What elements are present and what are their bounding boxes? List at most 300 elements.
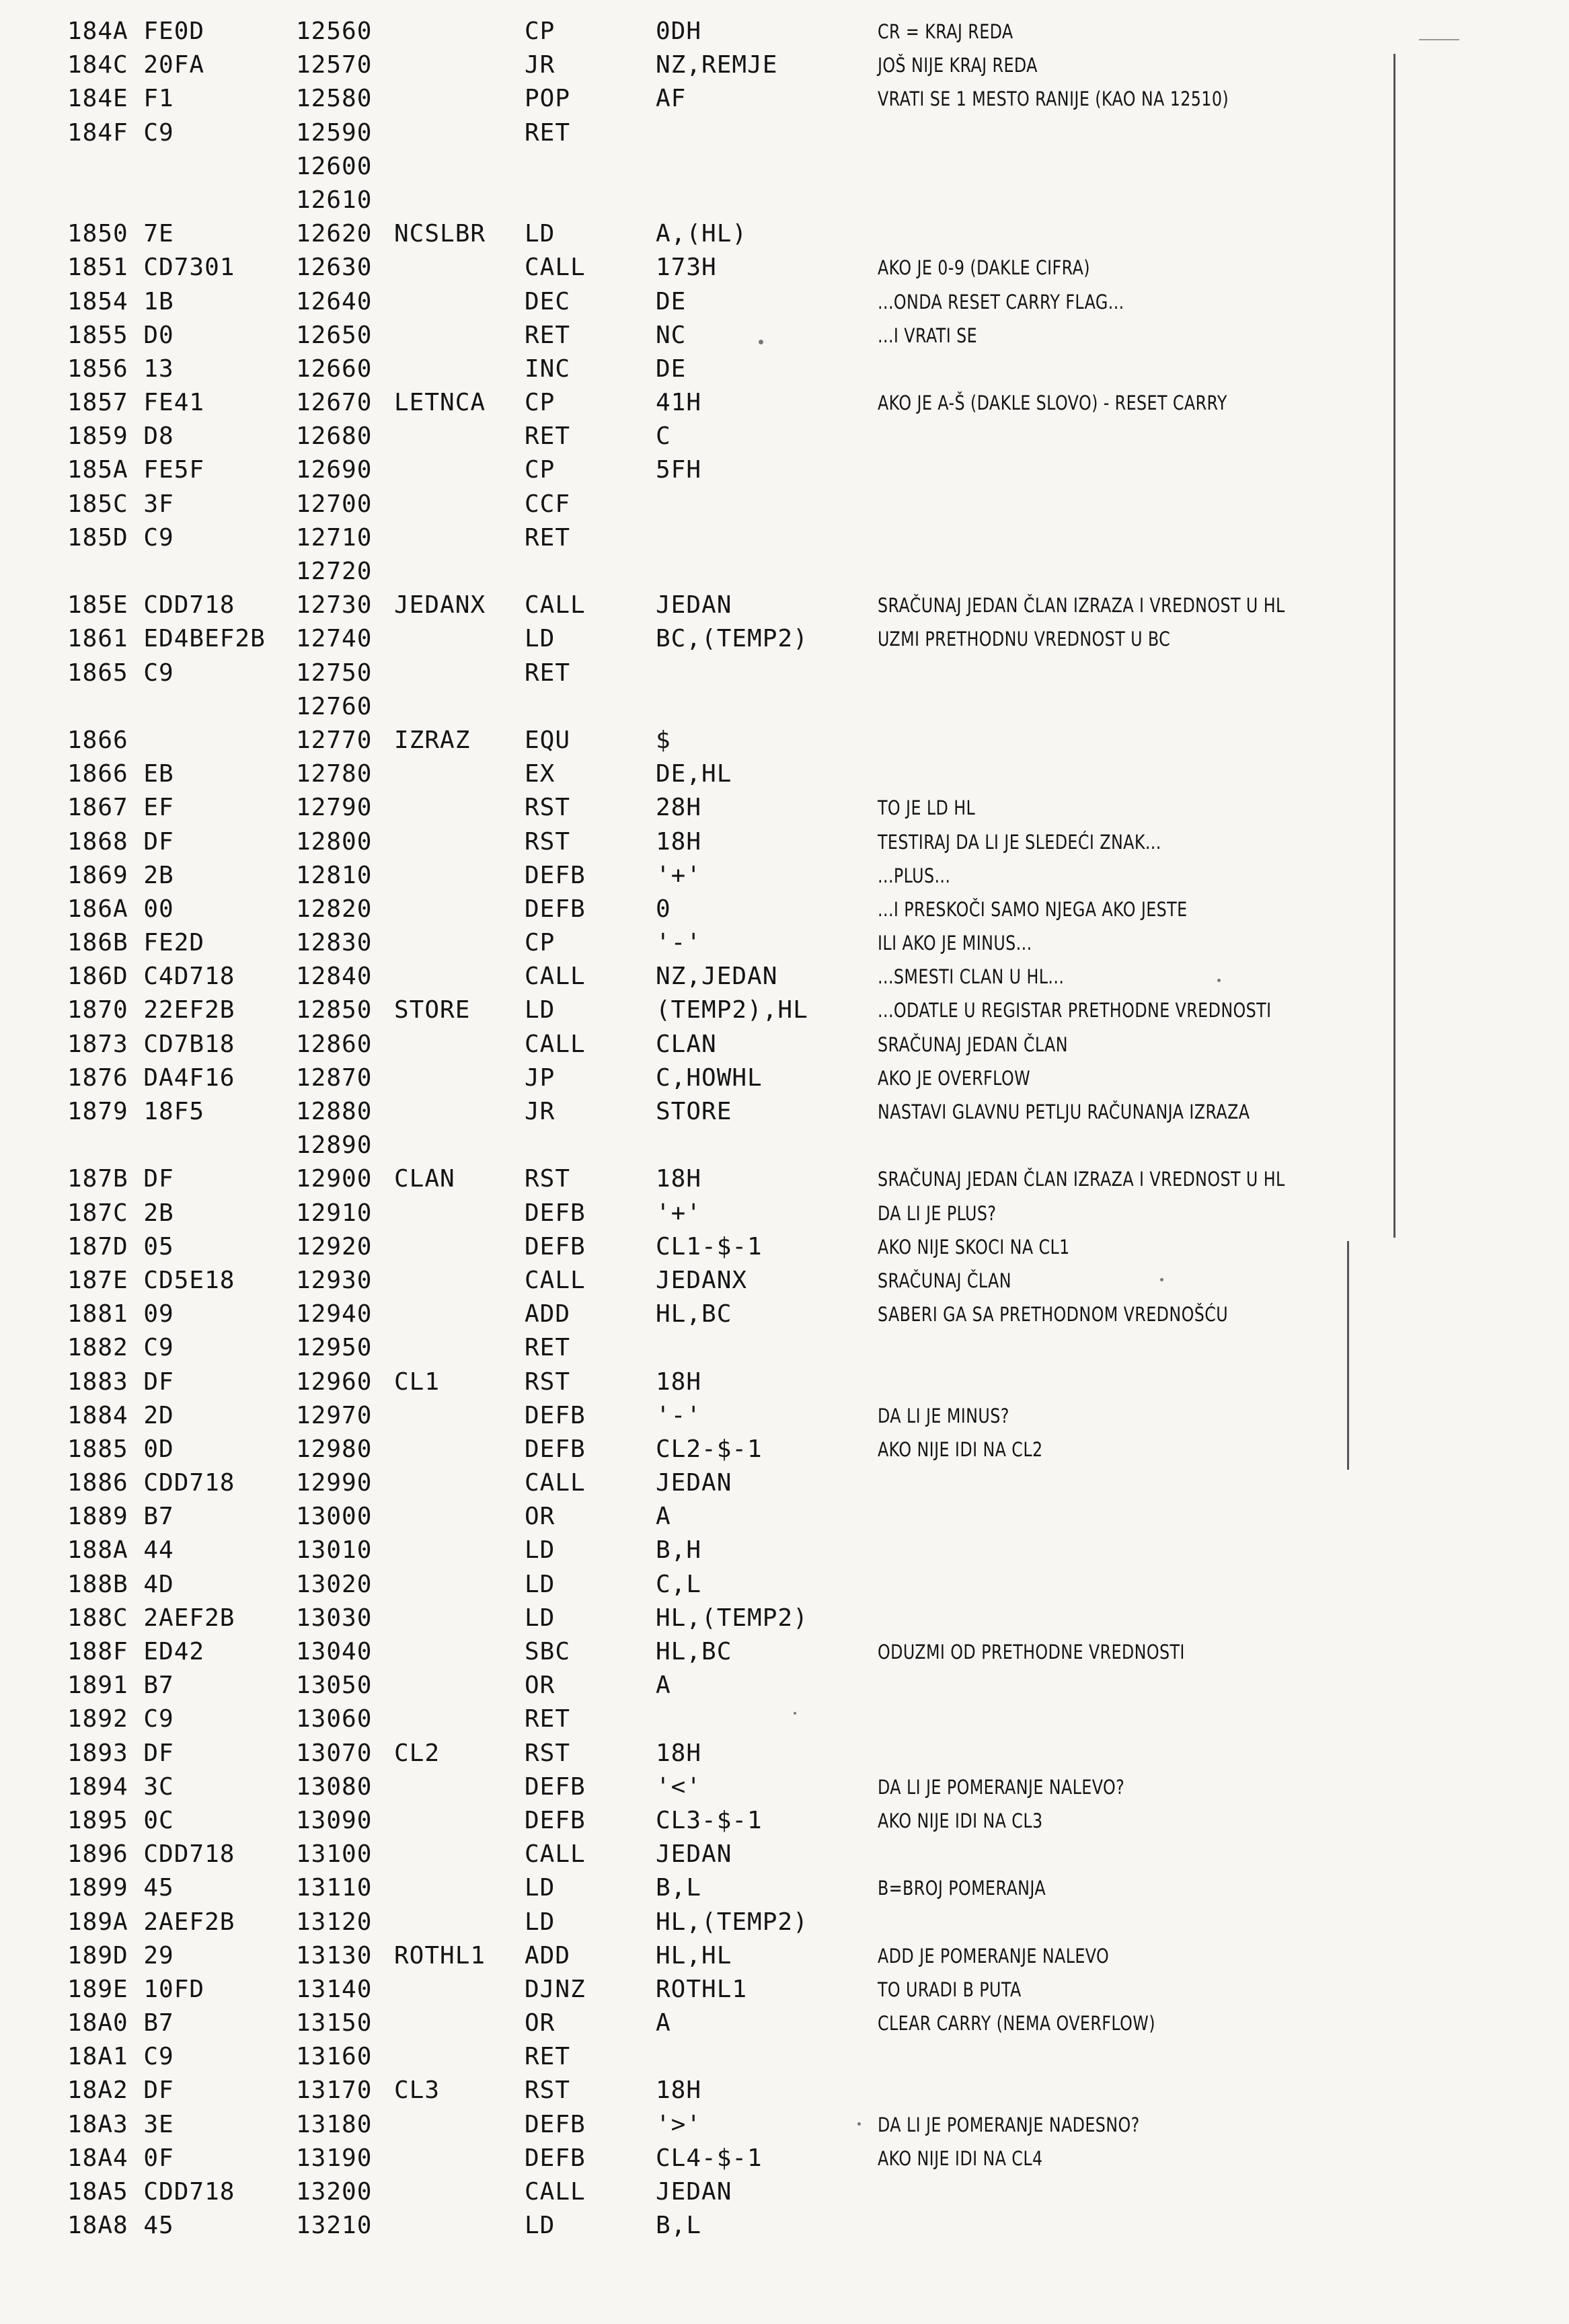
line-number-cell: 13080 xyxy=(296,1772,373,1801)
address-cell: 186B FE2D xyxy=(67,929,205,957)
address-cell: 1868 DF xyxy=(67,827,174,856)
line-number-cell: 13070 xyxy=(296,1739,373,1767)
comment-cell: ILI AKO JE MINUS... xyxy=(878,932,1032,955)
line-number-cell: 13210 xyxy=(296,2212,373,2240)
label-cell: NCSLBR xyxy=(394,220,486,248)
listing-row xyxy=(0,48,1569,82)
opcode-cell: RST xyxy=(525,1367,571,1396)
opcode-cell: CP xyxy=(525,456,556,484)
line-number-cell: 12670 xyxy=(296,389,373,417)
operand-cell: '+' xyxy=(656,861,702,889)
listing-row xyxy=(0,1568,1569,1602)
listing-row xyxy=(0,859,1569,893)
operand-cell: 0DH xyxy=(656,17,702,45)
opcode-cell: RET xyxy=(525,118,571,147)
opcode-cell: CALL xyxy=(525,591,586,620)
line-number-cell: 12810 xyxy=(296,861,373,889)
opcode-cell: INC xyxy=(525,354,571,383)
listing-row xyxy=(0,1737,1569,1770)
comment-cell: SABERI GA SA PRETHODNOM VREDNOŠĆU xyxy=(878,1303,1229,1326)
opcode-cell: LD xyxy=(525,2212,556,2240)
operand-cell: JEDAN xyxy=(656,591,732,620)
opcode-cell: LD xyxy=(525,625,556,653)
operand-cell: '<' xyxy=(656,1772,702,1801)
address-cell: 185A FE5F xyxy=(67,456,205,484)
address-cell: 1882 C9 xyxy=(67,1334,174,1362)
opcode-cell: RST xyxy=(525,1165,571,1193)
comment-cell: TESTIRAJ DA LI JE SLEDEĆI ZNAK... xyxy=(878,830,1161,854)
address-cell: 1892 C9 xyxy=(67,1705,174,1733)
address-cell: 188B 4D xyxy=(67,1570,174,1598)
listing-row xyxy=(0,1602,1569,1635)
listing-row xyxy=(0,1770,1569,1804)
comment-cell: ...ODATLE U REGISTAR PRETHODNE VREDNOSTI xyxy=(878,999,1272,1022)
operand-cell: ROTHL1 xyxy=(656,1975,748,2003)
comment-cell: AKO NIJE IDI NA CL2 xyxy=(878,1437,1043,1461)
operand-cell: 18H xyxy=(656,1739,702,1767)
opcode-cell: RST xyxy=(525,827,571,856)
operand-cell: JEDAN xyxy=(656,2178,732,2206)
operand-cell: CL4-$-1 xyxy=(656,2144,763,2172)
address-cell: 1867 EF xyxy=(67,794,174,822)
address-cell: 1895 0C xyxy=(67,1806,174,1834)
line-number-cell: 13190 xyxy=(296,2144,373,2172)
listing-row xyxy=(0,319,1569,352)
opcode-cell: CALL xyxy=(525,1266,586,1294)
operand-cell: B,L xyxy=(656,1874,702,1902)
address-cell: 18A5 CDD718 xyxy=(67,2178,235,2206)
listing-row xyxy=(0,1264,1569,1298)
listing-row xyxy=(0,521,1569,555)
operand-cell: B,H xyxy=(656,1536,702,1565)
address-cell: 185E CDD718 xyxy=(67,591,235,620)
listing-row xyxy=(0,1702,1569,1736)
opcode-cell: CALL xyxy=(525,1030,586,1058)
listing-row xyxy=(0,1669,1569,1702)
listing-row xyxy=(0,251,1569,285)
address-cell: 1899 45 xyxy=(67,1874,174,1902)
comment-cell: AKO JE OVERFLOW xyxy=(878,1066,1031,1090)
line-number-cell: 13140 xyxy=(296,1975,373,2003)
opcode-cell: DEFB xyxy=(525,1232,586,1261)
listing-row xyxy=(0,285,1569,319)
address-cell: 188F ED42 xyxy=(67,1638,205,1665)
opcode-cell: DEFB xyxy=(525,1435,586,1463)
line-number-cell: 12700 xyxy=(296,490,373,518)
listing-row xyxy=(0,1500,1569,1534)
address-cell: 1850 7E xyxy=(67,220,174,248)
operand-cell: STORE xyxy=(656,1098,732,1125)
address-cell: 189E 10FD xyxy=(67,1975,205,2003)
speck xyxy=(857,2122,861,2126)
listing-row xyxy=(0,757,1569,791)
listing-row xyxy=(0,926,1569,960)
listing-row xyxy=(0,1061,1569,1095)
opcode-cell: LD xyxy=(525,1536,556,1565)
opcode-cell: LD xyxy=(525,1874,556,1902)
line-number-cell: 13100 xyxy=(296,1840,373,1869)
address-cell: 1876 DA4F16 xyxy=(67,1063,235,1092)
comment-cell: TO URADI B PUTA xyxy=(878,1978,1022,2001)
comment-cell: DA LI JE POMERANJE NALEVO? xyxy=(878,1775,1125,1799)
opcode-cell: CALL xyxy=(525,963,586,991)
opcode-cell: DEFB xyxy=(525,1199,586,1227)
comment-cell: SRAČUNAJ JEDAN ČLAN IZRAZA I VREDNOST U HL xyxy=(878,1168,1285,1191)
opcode-cell: CALL xyxy=(525,2178,586,2206)
address-cell: 1866 EB xyxy=(67,760,174,788)
listing-row xyxy=(0,690,1569,724)
opcode-cell: CP xyxy=(525,17,556,45)
line-number-cell: 12790 xyxy=(296,794,373,822)
line-number-cell: 12840 xyxy=(296,963,373,991)
operand-cell: C,L xyxy=(656,1570,702,1598)
operand-cell: HL,BC xyxy=(656,1638,732,1665)
operand-cell: CL3-$-1 xyxy=(656,1806,763,1834)
line-number-cell: 12630 xyxy=(296,254,373,282)
listing-row xyxy=(0,657,1569,690)
address-cell: 184F C9 xyxy=(67,118,174,147)
operand-cell: A xyxy=(656,2009,671,2037)
listing-row xyxy=(0,420,1569,453)
line-number-cell: 12730 xyxy=(296,591,373,620)
operand-cell: 173H xyxy=(656,254,717,282)
opcode-cell: RET xyxy=(525,321,571,349)
comment-cell: SRAČUNAJ JEDAN ČLAN IZRAZA I VREDNOST U HL xyxy=(878,594,1285,617)
operand-cell: A xyxy=(656,1672,671,1700)
opcode-cell: OR xyxy=(525,2009,556,2037)
line-number-cell: 13020 xyxy=(296,1570,373,1598)
address-cell: 189D 29 xyxy=(67,1941,174,1970)
label-cell: CL3 xyxy=(394,2076,441,2105)
line-number-cell: 12620 xyxy=(296,220,373,248)
label-cell: CLAN xyxy=(394,1165,455,1193)
operand-cell: DE xyxy=(656,354,687,383)
line-number-cell: 12640 xyxy=(296,287,373,315)
line-number-cell: 12950 xyxy=(296,1334,373,1362)
listing-row xyxy=(0,2007,1569,2040)
address-cell: 1865 C9 xyxy=(67,659,174,687)
opcode-cell: DEFB xyxy=(525,895,586,923)
address-cell: 187B DF xyxy=(67,1165,174,1193)
operand-cell: JEDANX xyxy=(656,1266,748,1294)
operand-cell: 18H xyxy=(656,1367,702,1396)
operand-cell: HL,(TEMP2) xyxy=(656,1908,808,1936)
listing-row xyxy=(0,1804,1569,1838)
line-number-cell: 12610 xyxy=(296,186,373,214)
listing-row xyxy=(0,1399,1569,1433)
line-number-cell: 12910 xyxy=(296,1199,373,1227)
listing-row xyxy=(0,453,1569,487)
address-cell: 18A4 0F xyxy=(67,2144,174,2172)
operand-cell: C,HOWHL xyxy=(656,1063,763,1092)
listing-row xyxy=(0,2040,1569,2074)
listing-row xyxy=(0,217,1569,251)
listing-row xyxy=(0,1433,1569,1466)
listing-row xyxy=(0,352,1569,386)
operand-cell: HL,BC xyxy=(656,1300,732,1328)
operand-cell: 5FH xyxy=(656,456,702,484)
line-number-cell: 12850 xyxy=(296,996,373,1024)
comment-cell: AKO JE 0-9 (DAKLE CIFRA) xyxy=(878,256,1090,280)
opcode-cell: OR xyxy=(525,1503,556,1531)
operand-cell: CL1-$-1 xyxy=(656,1232,763,1261)
comment-cell: TO JE LD HL xyxy=(878,796,976,820)
line-number-cell: 12820 xyxy=(296,895,373,923)
listing-row xyxy=(0,1230,1569,1264)
address-cell: 1866 xyxy=(67,726,128,754)
address-cell: 1886 CDD718 xyxy=(67,1469,235,1497)
listing-row xyxy=(0,791,1569,825)
line-number-cell: 12960 xyxy=(296,1367,373,1396)
comment-cell: ...SMESTI CLAN U HL... xyxy=(878,965,1065,989)
listing-row xyxy=(0,1635,1569,1669)
line-number-cell: 12900 xyxy=(296,1165,373,1193)
line-number-cell: 13090 xyxy=(296,1806,373,1834)
operand-cell: CL2-$-1 xyxy=(656,1435,763,1463)
listing-row xyxy=(0,1197,1569,1230)
listing-row xyxy=(0,589,1569,622)
address-cell: 18A2 DF xyxy=(67,2076,174,2105)
comment-cell: AKO JE A-Š (DAKLE SLOVO) - RESET CARRY xyxy=(878,391,1227,415)
listing-row xyxy=(0,1534,1569,1567)
address-cell: 1879 18F5 xyxy=(67,1098,205,1125)
operand-cell: DE,HL xyxy=(656,760,732,788)
comment-cell: DA LI JE MINUS? xyxy=(878,1404,1009,1427)
line-number-cell: 12650 xyxy=(296,321,373,349)
address-cell: 1859 D8 xyxy=(67,422,174,451)
operand-cell: 0 xyxy=(656,895,671,923)
address-cell: 185C 3F xyxy=(67,490,174,518)
opcode-cell: LD xyxy=(525,996,556,1024)
opcode-cell: LD xyxy=(525,220,556,248)
opcode-cell: CP xyxy=(525,929,556,957)
operand-cell: '>' xyxy=(656,2110,702,2138)
listing-row xyxy=(0,1331,1569,1365)
operand-cell: HL,HL xyxy=(656,1941,732,1970)
operand-cell: JEDAN xyxy=(656,1840,732,1869)
listing-row xyxy=(0,150,1569,184)
operand-cell: NZ,JEDAN xyxy=(656,963,778,991)
operand-cell: 28H xyxy=(656,794,702,822)
address-cell: 1861 ED4BEF2B xyxy=(67,625,266,653)
comment-cell: ADD JE POMERANJE NALEVO xyxy=(878,1944,1110,1967)
line-number-cell: 12680 xyxy=(296,422,373,451)
opcode-cell: RET xyxy=(525,1705,571,1733)
address-cell: 1884 2D xyxy=(67,1401,174,1429)
opcode-cell: RET xyxy=(525,659,571,687)
opcode-cell: ADD xyxy=(525,1300,571,1328)
line-number-cell: 12690 xyxy=(296,456,373,484)
line-number-cell: 12710 xyxy=(296,523,373,552)
address-cell: 18A1 C9 xyxy=(67,2043,174,2071)
line-number-cell: 13010 xyxy=(296,1536,373,1565)
operand-cell: NZ,REMJE xyxy=(656,51,778,79)
comment-cell: SRAČUNAJ JEDAN ČLAN xyxy=(878,1033,1068,1056)
address-cell: 187D 05 xyxy=(67,1232,174,1261)
opcode-cell: JP xyxy=(525,1063,556,1092)
label-cell: LETNCA xyxy=(394,389,486,417)
listing-row xyxy=(0,1298,1569,1331)
address-cell: 1870 22EF2B xyxy=(67,996,235,1024)
opcode-cell: DEFB xyxy=(525,861,586,889)
assembly-listing xyxy=(0,15,1569,2243)
operand-cell: CLAN xyxy=(656,1030,717,1058)
operand-cell: 18H xyxy=(656,1165,702,1193)
line-number-cell: 12930 xyxy=(296,1266,373,1294)
address-cell: 1869 2B xyxy=(67,861,174,889)
operand-cell: BC,(TEMP2) xyxy=(656,625,808,653)
line-number-cell: 12750 xyxy=(296,659,373,687)
line-number-cell: 12600 xyxy=(296,152,373,180)
listing-row xyxy=(0,960,1569,994)
line-number-cell: 12590 xyxy=(296,118,373,147)
listing-row xyxy=(0,825,1569,859)
address-cell: 188A 44 xyxy=(67,1536,174,1565)
line-number-cell: 12970 xyxy=(296,1401,373,1429)
line-number-cell: 12580 xyxy=(296,85,373,113)
opcode-cell: SBC xyxy=(525,1638,571,1665)
listing-row xyxy=(0,1939,1569,1973)
line-number-cell: 13200 xyxy=(296,2178,373,2206)
operand-cell: '+' xyxy=(656,1199,702,1227)
opcode-cell: RST xyxy=(525,794,571,822)
line-number-cell: 12780 xyxy=(296,760,373,788)
operand-cell: B,L xyxy=(656,2212,702,2240)
line-number-cell: 12660 xyxy=(296,354,373,383)
operand-cell: $ xyxy=(656,726,671,754)
operand-cell: 18H xyxy=(656,827,702,856)
listing-row xyxy=(0,184,1569,217)
opcode-cell: OR xyxy=(525,1672,556,1700)
listing-row xyxy=(0,116,1569,150)
speck xyxy=(1217,979,1221,982)
line-number-cell: 12880 xyxy=(296,1098,373,1125)
line-number-cell: 13060 xyxy=(296,1705,373,1733)
address-cell: 1854 1B xyxy=(67,287,174,315)
margin-tick xyxy=(1419,39,1459,40)
line-number-cell: 12800 xyxy=(296,827,373,856)
line-number-cell: 12890 xyxy=(296,1131,373,1160)
comment-cell: SRAČUNAJ ČLAN xyxy=(878,1269,1011,1292)
opcode-cell: CALL xyxy=(525,254,586,282)
label-cell: JEDANX xyxy=(394,591,486,620)
opcode-cell: JR xyxy=(525,51,556,79)
line-number-cell: 13160 xyxy=(296,2043,373,2071)
opcode-cell: DEFB xyxy=(525,2110,586,2138)
line-number-cell: 12870 xyxy=(296,1063,373,1092)
label-cell: STORE xyxy=(394,996,471,1024)
opcode-cell: EX xyxy=(525,760,556,788)
opcode-cell: RET xyxy=(525,1334,571,1362)
listing-row xyxy=(0,994,1569,1027)
label-cell: CL2 xyxy=(394,1739,441,1767)
opcode-cell: RST xyxy=(525,1739,571,1767)
opcode-cell: CALL xyxy=(525,1469,586,1497)
comment-cell: VRATI SE 1 MESTO RANIJE (KAO NA 12510) xyxy=(878,87,1229,111)
margin-rule-bottom xyxy=(1347,1241,1349,1470)
address-cell: 18A0 B7 xyxy=(67,2009,174,2037)
line-number-cell: 13180 xyxy=(296,2110,373,2138)
listing-row xyxy=(0,1365,1569,1399)
address-cell: 1873 CD7B18 xyxy=(67,1030,235,1058)
line-number-cell: 13120 xyxy=(296,1908,373,1936)
comment-cell: ...I VRATI SE xyxy=(878,324,978,347)
line-number-cell: 12560 xyxy=(296,17,373,45)
comment-cell: AKO NIJE IDI NA CL4 xyxy=(878,2146,1043,2170)
cropped-top-edge xyxy=(0,0,1569,17)
listing-row xyxy=(0,555,1569,589)
comment-cell: UZMI PRETHODNU VREDNOST U BC xyxy=(878,628,1171,651)
label-cell: IZRAZ xyxy=(394,726,471,754)
comment-cell: DA LI JE POMERANJE NADESNO? xyxy=(878,2113,1140,2136)
opcode-cell: DEFB xyxy=(525,1401,586,1429)
listing-row xyxy=(0,1129,1569,1162)
opcode-cell: RST xyxy=(525,2076,571,2105)
operand-cell: '-' xyxy=(656,1401,702,1429)
listing-row xyxy=(0,1162,1569,1196)
listing-row xyxy=(0,1871,1569,1905)
address-cell: 186D C4D718 xyxy=(67,963,235,991)
listing-row xyxy=(0,82,1569,116)
operand-cell: 41H xyxy=(656,389,702,417)
address-cell: 1851 CD7301 xyxy=(67,254,235,282)
operand-cell: AF xyxy=(656,85,687,113)
address-cell: 1885 0D xyxy=(67,1435,174,1463)
line-number-cell: 13000 xyxy=(296,1503,373,1531)
operand-cell: NC xyxy=(656,321,687,349)
opcode-cell: LD xyxy=(525,1908,556,1936)
address-cell: 1857 FE41 xyxy=(67,389,205,417)
line-number-cell: 13030 xyxy=(296,1604,373,1632)
line-number-cell: 13130 xyxy=(296,1941,373,1970)
opcode-cell: CCF xyxy=(525,490,571,518)
line-number-cell: 12720 xyxy=(296,558,373,585)
listing-row xyxy=(0,724,1569,757)
listing-row xyxy=(0,1906,1569,1939)
comment-cell: ...PLUS... xyxy=(878,864,951,887)
operand-cell: 18H xyxy=(656,2076,702,2105)
operand-cell: C xyxy=(656,422,671,451)
line-number-cell: 13110 xyxy=(296,1874,373,1902)
line-number-cell: 13170 xyxy=(296,2076,373,2105)
address-cell: 1883 DF xyxy=(67,1367,174,1396)
listing-row xyxy=(0,1028,1569,1061)
opcode-cell: EQU xyxy=(525,726,571,754)
address-cell: 1889 B7 xyxy=(67,1503,174,1531)
address-cell: 18A3 3E xyxy=(67,2110,174,2138)
comment-cell: B=BROJ POMERANJA xyxy=(878,1877,1046,1900)
comment-cell: NASTAVI GLAVNU PETLJU RAČUNANJA IZRAZA xyxy=(878,1100,1250,1123)
address-cell: 1893 DF xyxy=(67,1739,174,1767)
operand-cell: HL,(TEMP2) xyxy=(656,1604,808,1632)
line-number-cell: 13040 xyxy=(296,1638,373,1665)
opcode-cell: DEFB xyxy=(525,2144,586,2172)
margin-rule-top xyxy=(1393,54,1395,1238)
speck xyxy=(1160,1278,1163,1281)
operand-cell: '-' xyxy=(656,929,702,957)
listing-row xyxy=(0,622,1569,656)
listing-row xyxy=(0,1095,1569,1129)
comment-cell: CR = KRAJ REDA xyxy=(878,20,1013,43)
comment-cell: ...ONDA RESET CARRY FLAG... xyxy=(878,290,1124,313)
operand-cell: (TEMP2),HL xyxy=(656,996,808,1024)
comment-cell: DA LI JE PLUS? xyxy=(878,1201,997,1225)
listing-row xyxy=(0,2142,1569,2175)
line-number-cell: 12980 xyxy=(296,1435,373,1463)
address-cell: 189A 2AEF2B xyxy=(67,1908,235,1936)
comment-cell: ...I PRESKOČI SAMO NJEGA AKO JESTE xyxy=(878,897,1188,921)
listing-row xyxy=(0,1838,1569,1871)
